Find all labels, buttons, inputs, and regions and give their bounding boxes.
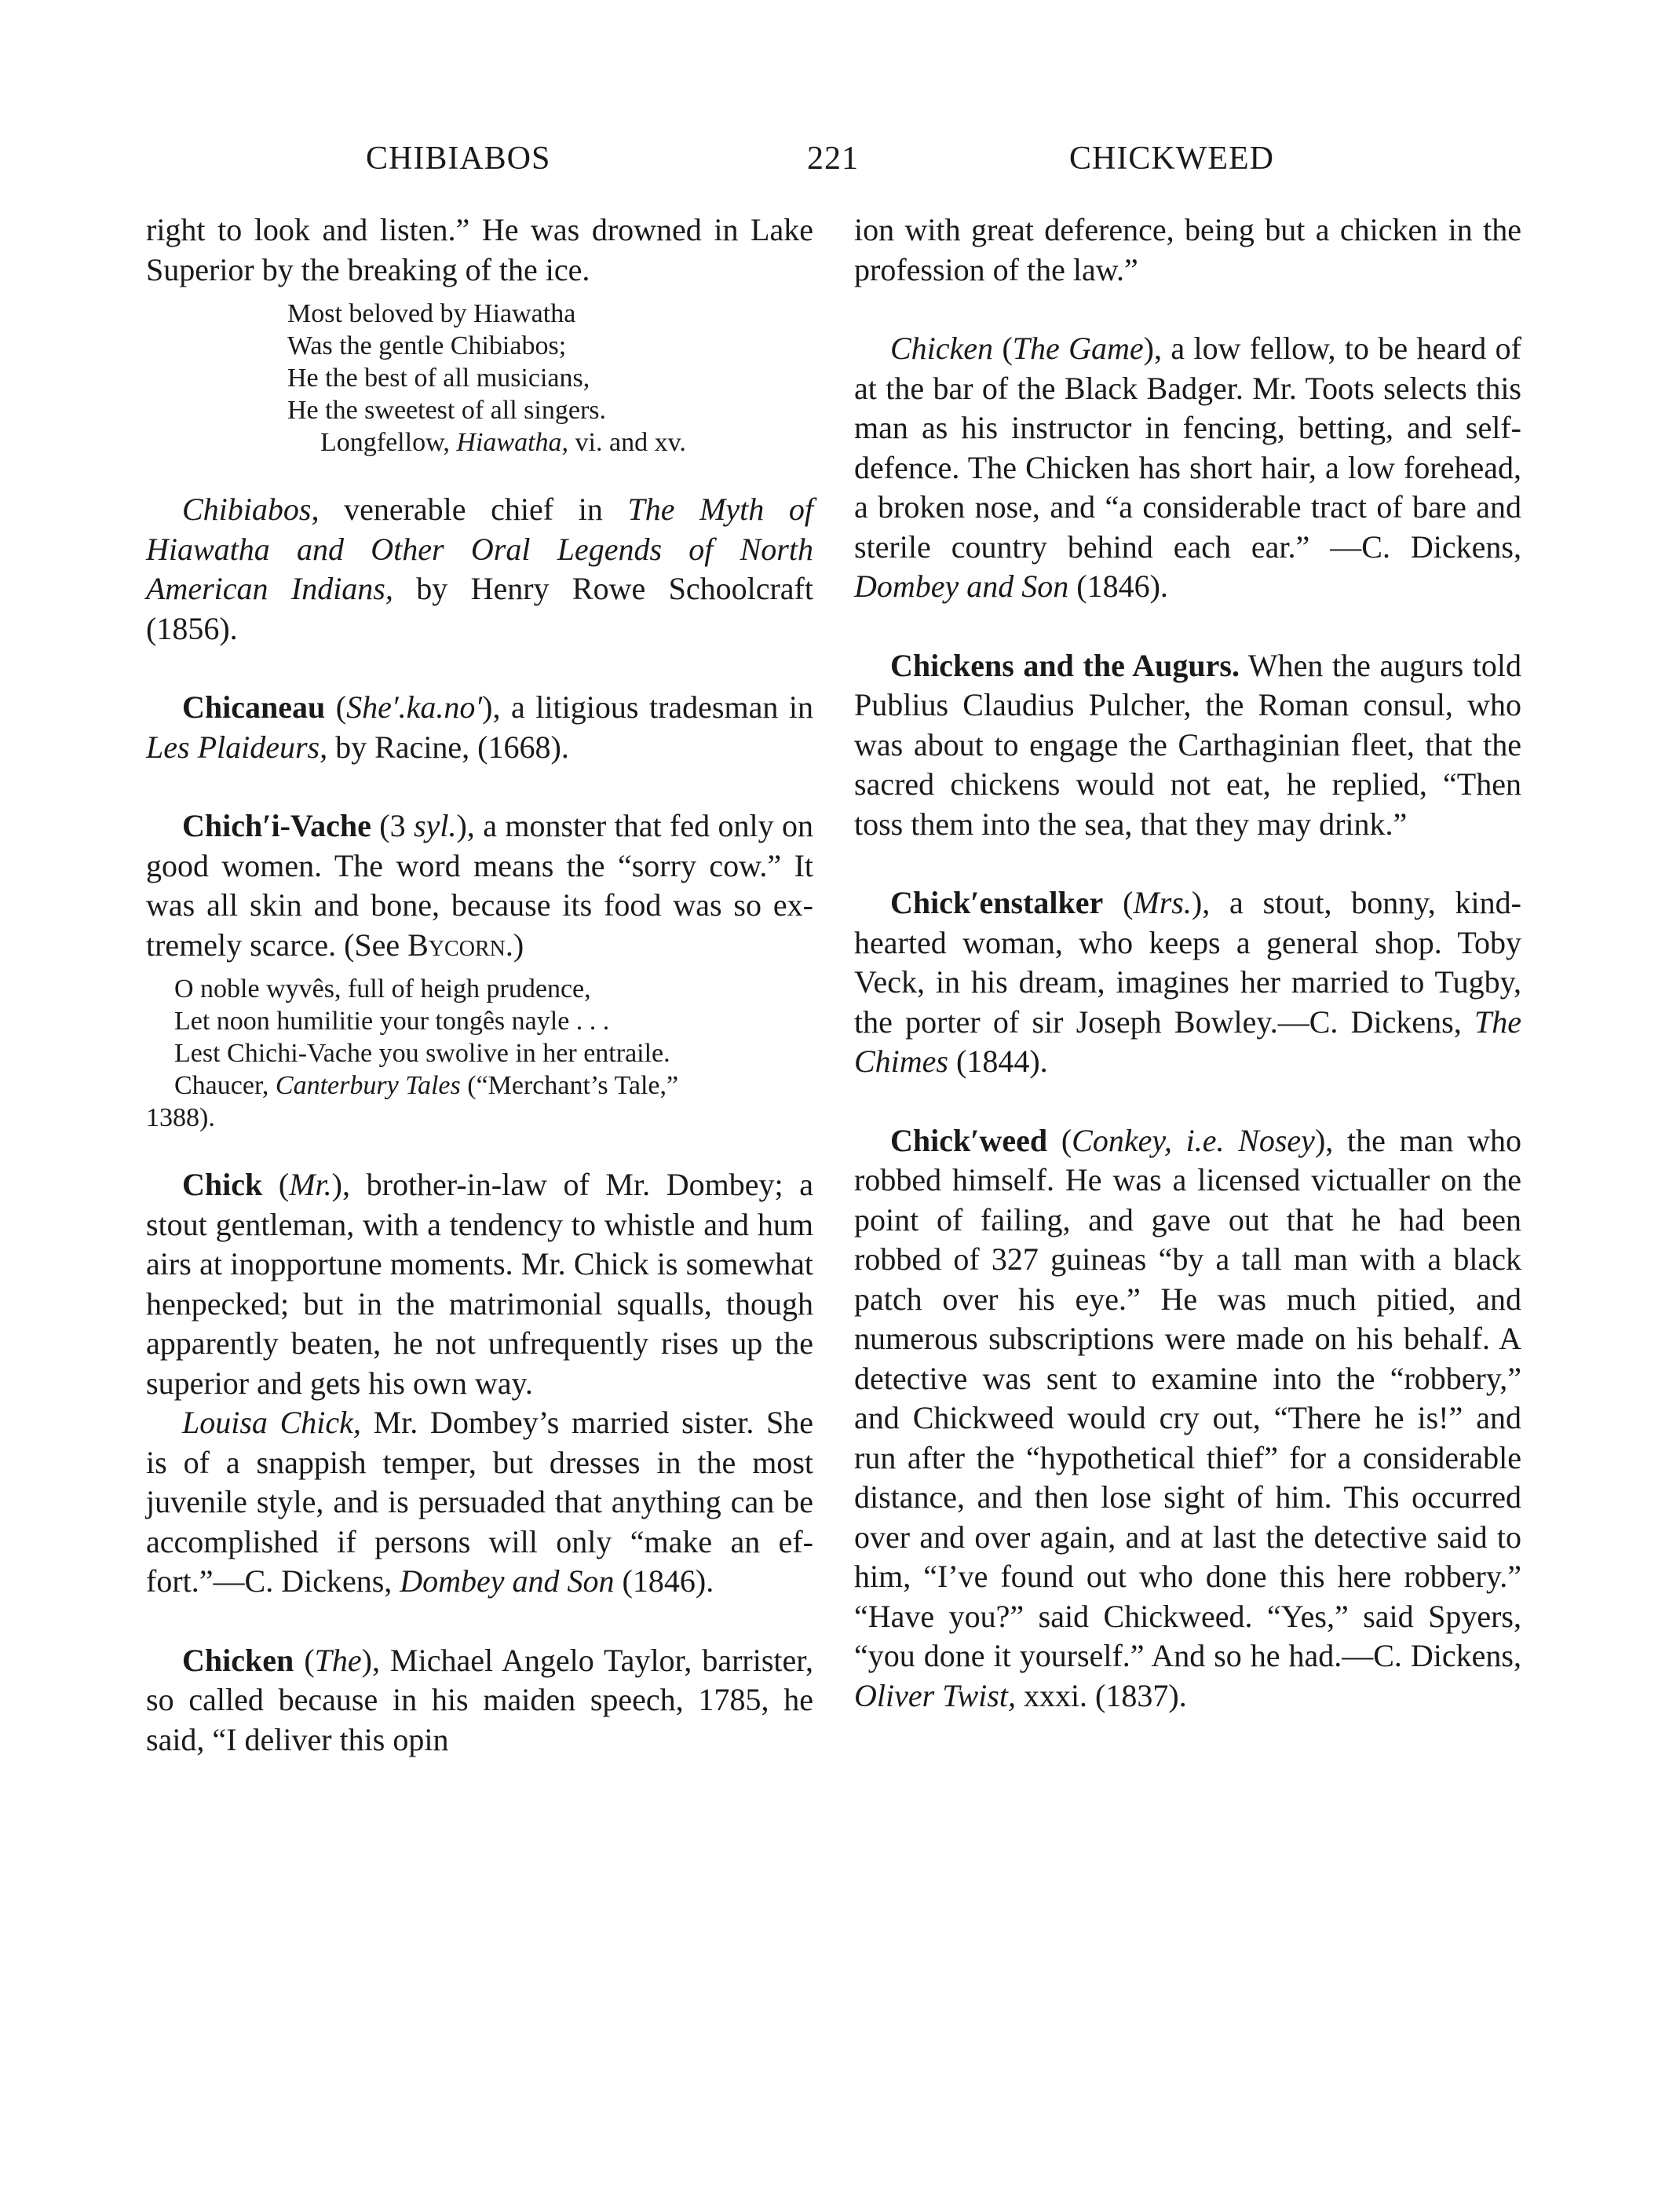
entry-louisa-chick: Louisa Chick, Mr. Dombey’s married sister. She is of a snappish temper, but dresses in the most juvenile style, and is persuaded that anything can be accomplished if persons will only “make an effort.”—C. Dickens, Dombey and Son (1846). <box>146 1405 813 1599</box>
entry-headword: Chicken <box>182 1642 294 1678</box>
poem-line: O noble wyvês, full of heigh prudence, <box>174 974 591 1003</box>
entry-chickenstalker: Chick′enstalker (Mrs.), a stout, bonny, kind-hearted woman, who keeps a general shop. Toby Veck, in his dream, imagines her married to Tugby, the porter of sir Joseph Bowley.—C. Dickens, The Chimes (1844). <box>854 885 1521 1079</box>
page-number: 221 <box>807 141 859 177</box>
entry-headword: Chicaneau <box>182 689 326 725</box>
poem-line: He the best of all musicians, <box>287 364 590 393</box>
entry-chickweed: Chick′weed (Conkey, i.e. Nosey), the man who robbed himself. He was a licensed victualler on the point of failing, and gave out that he had been robbed of 327 guineas “by a tall man with a black patch over his eye.” He was much pitied, and numerous subscriptions were made on his behalf. A detective was sent to examine into the “robbery,” and Chickweed would cry out, “There he is!” and run after the “hypothetical thief” for a considerable distance, and then lose sight of him. This occurred over and over again, and at last the detective said to him, “I’ve found out who done this here robbery.” “Have you?” said Chickweed. “Yes,” said Spyers, “you done it yourself.” And so he had.—C. Dickens, Oliver Twist, xxxi. (1837). <box>854 1122 1521 1713</box>
continued-text: ion with great deference, being but a chicken in the profession of the law.” <box>854 212 1521 287</box>
entry-headword: Chickens and the Augurs. <box>890 647 1240 683</box>
entry-chicken-taylor: Chicken (The), Michael Angelo Taylor, barrister, so called because in his maiden speech, 1785, he said, “I deliver this opin <box>146 1642 813 1757</box>
entry-headword: Chich′i-Vache <box>182 808 371 843</box>
entry-headword: Chibiabos, <box>182 492 320 527</box>
running-head <box>0 140 1680 187</box>
running-head-right: CHICKWEED <box>1069 141 1274 177</box>
citation-year: 1388). <box>146 1103 215 1132</box>
entry-headword: Louisa Chick, <box>182 1405 361 1440</box>
entry-chibiabos: Chibiabos, venerable chief in The Myth of Hiawatha and Other Oral Legends of North American Indians, by Henry Rowe Schoolcraft (1856). <box>146 492 813 646</box>
entry-chicken-game: Chicken (The Game), a low fellow, to be heard of at the bar of the Black Badger. Mr. Toots selects this man as his instructor in fencing, betting, and self-defence. The Chicken has short hair, a low forehead, a broken nose, and “a considerable tract of bare and sterile country behind each ear.” —C. Dickens, Dombey and Son (1846). <box>854 331 1521 604</box>
entry-chichi-vache: Chich′i-Vache (3 syl.), a monster that fed only on good women. The word means the “sorry cow.” It was all skin and bone, because its food was so extremely scarce. (See Bycorn.) <box>146 808 813 963</box>
entry-headword: Chicken <box>890 331 994 366</box>
entry-headword: Chick′enstalker <box>890 885 1104 920</box>
entry-headword: Chick′weed <box>890 1122 1048 1158</box>
entry-chick: Chick (Mr.), brother-in-law of Mr. Dombey; a stout gentleman, with a tendency to whistle and hum airs at inopportune moments. Mr. Chick is somewhat henpecked; but in the matrimonial squalls, though apparently beaten, he not unfrequently rises up the superior and gets his own way. <box>146 1167 813 1401</box>
entry-chicaneau: Chicaneau (She′.ka.no′), a litigious tradesman in Les Plaideurs, by Racine, (1668). <box>146 689 814 765</box>
running-head-left: CHIBIABOS <box>366 141 551 177</box>
quotation-hiawatha <box>146 298 813 459</box>
entry-chickens-augurs: Chickens and the Augurs. When the augurs told Publius Claudius Pulcher, the Roman consul, who was about to engage the Carthaginian fleet, that the sacred chickens would not eat, he replied, “Then toss them into the sea, that they may drink.” <box>854 647 1521 842</box>
poem-line: Let noon humilitie your tongês nayle . . . <box>174 1007 610 1036</box>
right-column <box>854 210 1521 1716</box>
quotation-chaucer <box>146 973 813 1134</box>
poem-line: Was the gentle Chibiabos; <box>287 331 567 360</box>
cross-reference: Bycorn <box>407 927 506 963</box>
citation: Longfellow, Hiawatha, vi. and xv. <box>320 428 686 457</box>
poem-line: Lest Chichi-Vache you swolive in her entraile. <box>174 1039 670 1068</box>
citation: Chaucer, Canterbury Tales (“Merchant’s Tale,” <box>174 1071 679 1100</box>
entry-headword: Chick <box>182 1167 263 1202</box>
continued-text: right to look and listen.” He was drowned in Lake Superior by the breaking of the ice. <box>146 212 813 287</box>
pronunciation: She′.ka.no′ <box>346 689 483 725</box>
poem-line: Most beloved by Hiawatha <box>287 299 576 328</box>
poem-line: He the sweetest of all singers. <box>287 396 606 425</box>
left-column <box>146 210 813 1760</box>
